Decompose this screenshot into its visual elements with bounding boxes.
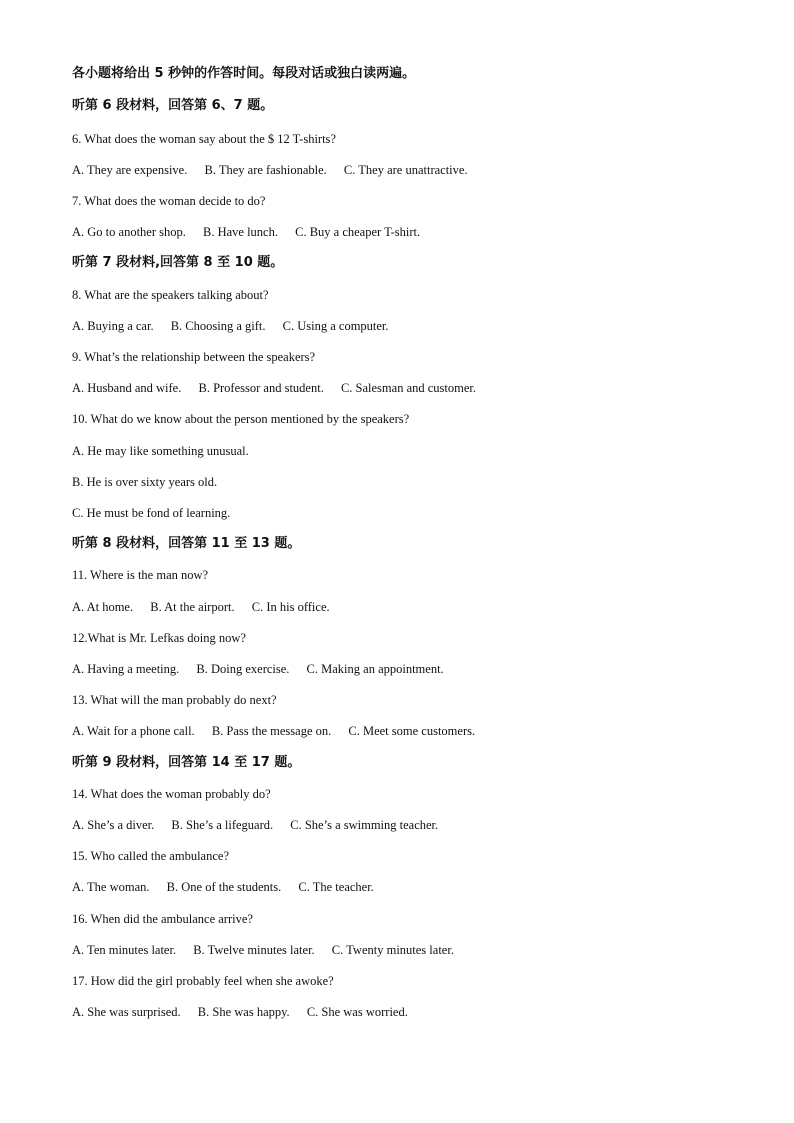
question-14: 14. What does the woman probably do? [72,787,271,801]
question-12: 12.What is Mr. Lefkas doing now? [72,631,246,645]
option-10-a[interactable]: A. He may like something unusual. [72,444,249,458]
instruction-heading: 各小题将给出 5 秒钟的作答时间。每段对话或独白读两遍。 [72,66,416,81]
options-15 [72,879,374,895]
option-a[interactable]: A. Wait for a phone call. [72,724,195,738]
option-b[interactable]: B. Choosing a gift. [170,319,266,333]
option-a[interactable]: A. Buying a car. [72,319,154,333]
options-14 [72,817,438,833]
option-c[interactable]: C. Salesman and customer. [340,381,476,395]
option-c[interactable]: C. The teacher. [298,880,374,894]
section-heading-6: 听第 6 段材料，回答第 6、7 题。 [72,98,274,113]
question-15: 15. Who called the ambulance? [72,849,229,863]
question-8: 8. What are the speakers talking about? [72,288,269,302]
option-a[interactable]: A. Ten minutes later. [72,943,177,957]
section-heading-8: 听第 8 段材料，回答第 11 至 13 题。 [72,536,301,551]
option-c[interactable]: C. They are unattractive. [343,163,468,177]
option-a[interactable]: A. Go to another shop. [72,225,186,239]
question-16: 16. When did the ambulance arrive? [72,912,253,926]
question-13: 13. What will the man probably do next? [72,693,277,707]
question-17: 17. How did the girl probably feel when she awoke? [72,974,334,988]
question-7: 7. What does the woman decide to do? [72,194,266,208]
question-11: 11. Where is the man now? [72,568,209,582]
option-a[interactable]: A. Having a meeting. [72,662,180,676]
options-6 [72,162,468,178]
option-10-b[interactable]: B. He is over sixty years old. [72,475,218,489]
question-9: 9. What’s the relationship between the speakers? [72,350,316,364]
option-a[interactable]: A. They are expensive. [72,163,188,177]
option-c[interactable]: C. She’s a swimming teacher. [290,818,439,832]
option-b[interactable]: B. Doing exercise. [196,662,290,676]
options-16 [72,942,454,958]
option-b[interactable]: B. Professor and student. [198,381,324,395]
option-b[interactable]: B. One of the students. [166,880,282,894]
option-b[interactable]: B. They are fashionable. [204,163,327,177]
section-heading-7: 听第 7 段材料,回答第 8 至 10 题。 [72,255,284,270]
options-13 [72,723,475,739]
option-c[interactable]: C. Using a computer. [282,319,389,333]
option-c[interactable]: C. She was worried. [306,1005,408,1019]
option-c[interactable]: C. Twenty minutes later. [331,943,454,957]
option-b[interactable]: B. At the airport. [150,600,235,614]
option-b[interactable]: B. Have lunch. [203,225,278,239]
options-7 [72,224,420,240]
option-c[interactable]: C. Making an appointment. [306,662,444,676]
options-12 [72,661,444,677]
option-c[interactable]: C. Buy a cheaper T-shirt. [295,225,421,239]
question-10: 10. What do we know about the person mentioned by the speakers? [72,412,410,426]
option-a[interactable]: A. Husband and wife. [72,381,182,395]
option-c[interactable]: C. Meet some customers. [348,724,476,738]
option-a[interactable]: A. The woman. [72,880,150,894]
option-10-c[interactable]: C. He must be fond of learning. [72,506,231,520]
option-a[interactable]: A. At home. [72,600,134,614]
option-b[interactable]: B. She’s a lifeguard. [171,818,274,832]
options-11 [72,599,330,615]
option-a[interactable]: A. She was surprised. [72,1005,181,1019]
option-c[interactable]: C. In his office. [251,600,330,614]
options-17 [72,1004,408,1020]
question-6: 6. What does the woman say about the $ 12 T-shirts? [72,132,336,146]
options-9 [72,380,476,396]
options-8 [72,318,389,334]
option-b[interactable]: B. She was happy. [197,1005,290,1019]
section-heading-9: 听第 9 段材料，回答第 14 至 17 题。 [72,755,301,770]
option-b[interactable]: B. Twelve minutes later. [193,943,315,957]
option-b[interactable]: B. Pass the message on. [211,724,332,738]
option-a[interactable]: A. She’s a diver. [72,818,155,832]
